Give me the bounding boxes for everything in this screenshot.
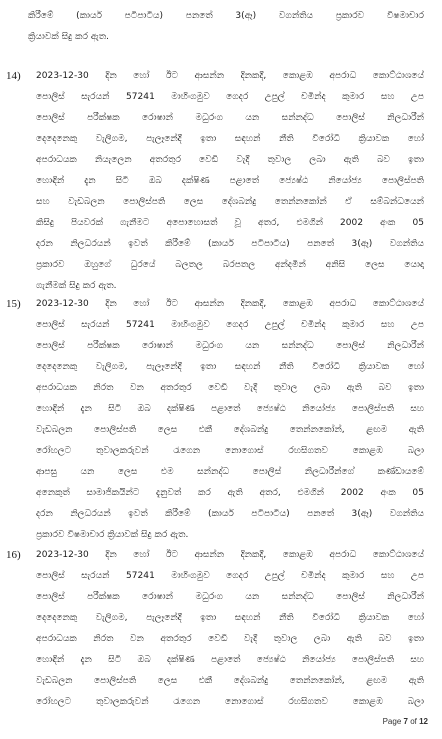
paragraph-number: 16) xyxy=(6,549,21,561)
paragraph-line: දෙදෙනෙකු වැලිගම, පැලෑනේදී ඉතා සඳහන් නීති විරෝධී ක්‍රියාවක හෝ xyxy=(36,134,424,144)
intro-line: කිරීමේ (කාර්ය පටිපාටිය) පනතේ 3(ඈ) වගන්තිය ප්‍රකාරව විෂමාචාර xyxy=(28,11,424,21)
paragraph-line: දරන නිලධරයන් ඉවත් කිරීමේ (කාර්ය පටිපාටිය) පනතේ 3(ඈ) වගන්තිය xyxy=(36,509,424,519)
paragraph-line: සහ වැඩබලන පොලිස්පති ලෙස දේශබන්දු තෙන්නකෝන් ඒ සම්බන්ධයෙන් xyxy=(36,197,424,207)
page-footer xyxy=(383,717,428,726)
paragraph-line: පොලිස් සැරයන් 57241 මාහිංගමුව ගෙදර උපුල් චමින්ද කුමාර සහ උප xyxy=(36,92,424,102)
paragraph-line: පොලිස් සැරයන් 57241 මාහිංගමුව ගෙදර උපුල් චමින්ද කුමාර සහ උප xyxy=(36,320,424,330)
intro-continuation xyxy=(28,6,424,48)
paragraph-line: වැඩබලන පොලිස්පති ලෙස එකී දේශබන්දු තෙන්නකෝන්, ළඟම ඇති xyxy=(36,425,424,435)
intro-line: ක්‍රියාවක් සිදු කර ඇත. xyxy=(28,32,109,42)
paragraph-line: 2023-12-30 දින හෝ ඊට ආසන්න දිනකදී, කොළඹ අපරාධ කොට්ඨාශයේ xyxy=(36,550,424,560)
paragraph-15 xyxy=(36,294,424,546)
page-word: Page xyxy=(382,717,402,726)
paragraph-line: ප්‍රකාරව ඔහුගේ ධුරයේ බලතල බරපතල අන්දමින් අනිසි ලෙස යොදා xyxy=(36,260,424,270)
paragraph-line: වැඩබලන පොලිස්පති ලෙස එකී දේශබන්දු තෙන්නකෝන්, ළඟම ඇති xyxy=(36,676,424,686)
paragraph-line: 2023-12-30 දින හෝ ඊට ආසන්න දිනකදී, කොළඹ අපරාධ කොට්ඨාශයේ xyxy=(36,299,424,309)
paragraph-line: දෙදෙනෙකු වැලිගම, පැලෑනේදී ඉතා සඳහන් නීති විරෝධී ක්‍රියාවක හෝ xyxy=(36,362,424,372)
paragraph-line: දෙදෙනෙකු වැලිගම, පැලෑනේදී ඉතා සඳහන් නීති විරෝධී ක්‍රියාවක හෝ xyxy=(36,613,424,623)
paragraph-line: පොලිස් සැරයන් 57241 මාහිංගමුව ගෙදර උපුල් චමින්ද කුමාර සහ උප xyxy=(36,571,424,581)
paragraph-line: 2023-12-30 දින හෝ ඊට ආසන්න දිනකදී, කොළඹ අපරාධ කොට්ඨාශයේ xyxy=(36,71,424,81)
paragraph-line: අපරාධයක නිරත වන අතරතුර වෙඩි වැදී තුවාල ලබා ඇති බව ඉතා xyxy=(36,383,424,393)
paragraph-line: පොලිස් පරීක්ෂක රොෂාන් මධුරංග යන සන්නද්ධ පොලිස් නිලධාරීන් xyxy=(36,113,424,123)
paragraph-line: හොඳින් දැන සිටි ඔබ දක්ෂිණ පළාතේ ජ්‍යෙෂ්ඨ නියෝජ්‍ය පොලිස්පති සහ xyxy=(36,404,424,414)
paragraph-line: ප්‍රකාරව විෂමාචාර ක්‍රියාවක් සිදු කර ඇත. xyxy=(36,530,189,540)
paragraph-line: අපරාධයක නියැලෙන අතරතුර වෙඩි වැදී තුවාල ලබා ඇති බව ඉතා xyxy=(36,155,424,165)
paragraph-line: හොඳින් දැන සිටි ඔබ දක්ෂිණ පළාතේ ජ්‍යෙෂ්ඨ නියෝජ්‍ය පොලිස්පති xyxy=(36,176,424,186)
paragraph-line: ගැනීමක් සිදු කර ඇත. xyxy=(36,281,117,291)
paragraph-14 xyxy=(36,66,424,297)
paragraph-line: අපරාධයක නිරත වන අතරතුර වෙඩි වැදී තුවාල ලබා ඇති බව ඉතා xyxy=(36,634,424,644)
paragraph-line: රෝහලට තුවාලකරුවන් රැගෙන නොගොස් රහසිගතව කොළඹ බලා xyxy=(36,697,424,707)
paragraph-line: පොලිස් පරීක්ෂක රොෂාන් මධුරංග යන සන්නද්ධ පොලිස් නිලධාරීන් xyxy=(36,341,424,351)
paragraph-line: දරන නිලධරයන් ඉවත් කිරීමේ (කාර්ය පටිපාටිය) පනතේ 3(ඈ) වගන්තිය xyxy=(36,239,424,249)
paragraph-line: කිසිදු පියවරක් ගැනීමට අපොහොසත් වූ අතර, එමගින් 2002 අංක 05 xyxy=(36,218,424,228)
paragraph-line: ආපසු යන ලෙස එම සන්නද්ධ පොලිස් නිලධාරීන්ගේ කණ්ඩායමේ xyxy=(36,467,424,477)
paragraph-line: හොඳින් දැන සිටි ඔබ දක්ෂිණ පළාතේ ජ්‍යෙෂ්ඨ නියෝජ්‍ය පොලිස්පති සහ xyxy=(36,655,424,665)
paragraph-number: 15) xyxy=(6,298,21,310)
paragraph-line: පොලිස් පරීක්ෂක රොෂාන් මධුරංග යන සන්නද්ධ පොලිස් නිලධාරීන් xyxy=(36,592,424,602)
paragraph-number: 14) xyxy=(6,70,21,82)
paragraph-16 xyxy=(36,545,424,713)
paragraph-line: අනෙකුත් සාමාජිකයින්ට දැනුවත් කර ඇති අතර, එමගින් 2002 අංක 05 xyxy=(36,488,424,498)
paragraph-line: රෝහලට තුවාලකරුවන් රැගෙන නොගොස් රහසිගතව කොළඹ බලා xyxy=(36,446,424,456)
page-total: 12 xyxy=(419,717,428,726)
page-current: 7 xyxy=(403,717,408,726)
of-word: of xyxy=(410,717,417,726)
